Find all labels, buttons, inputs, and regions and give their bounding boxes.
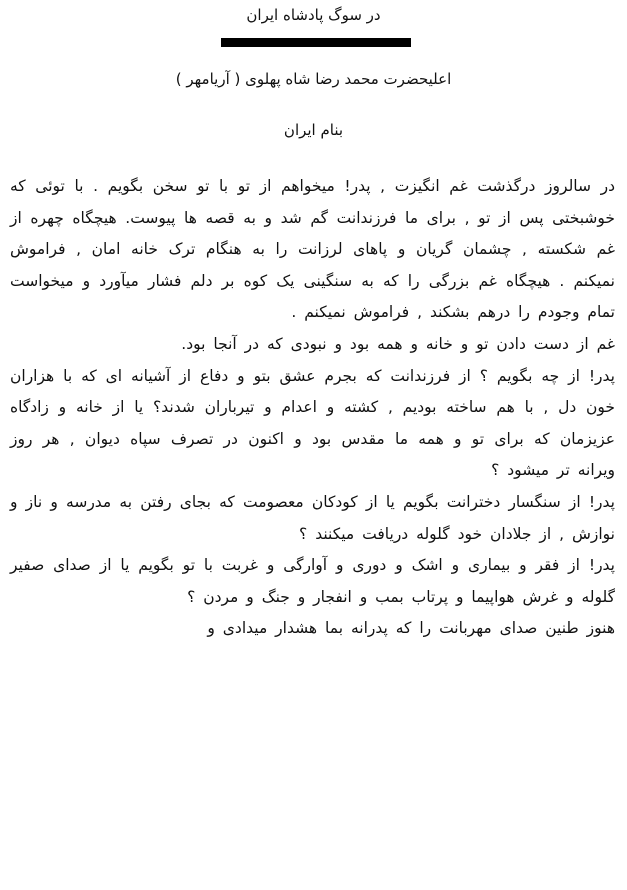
paragraph: غم از دست دادن تو و خانه و همه بود و نبودی که در آنجا بود. [181, 334, 615, 353]
document-title: در سوگ پادشاه ایران [246, 6, 381, 24]
paragraph: پدر! از فقر و بیماری و اشک و دوری و آوارگی و غربت با تو بگویم یا از صدای صفیر گلوله و غرش هواپیما و پرتاب بمب و انفجار و جنگ و مردن ؟ [10, 556, 615, 606]
document-subtitle: اعلیحضرت محمد رضا شاه پهلوی ( آریامهر ) [175, 70, 452, 88]
document-invocation: بنام ایران [283, 121, 344, 139]
paragraph: پدر! از چه بگویم ؟ از فرزندانت که بجرم عشق بتو و دفاع از آشیانه ای که با هزاران خون دل , با هم ساخته بودیم , کشته و اعدام و تیرباران شدند؟ یا از خانه و زادگاه عزیزمان که برای تو و همه ما مقدس بود و اکنون در تصرف سپاه دیوان , هر روز ویرانه تر میشود ؟ [10, 366, 615, 480]
paragraph: پدر! از سنگسار دخترانت بگویم یا از کودکان معصومت که بجای رفتن به مدرسه و ناز و نوازش , از جلادان خود گلوله دریافت میکنند ؟ [10, 492, 615, 543]
paragraph: در سالروز درگذشت غم انگیزت , پدر! میخواهم از تو با تو سخن بگویم . با توئی که خوشبختی پس از تو , برای ما فرزندانت گم شد و به قصه ها پیوست. هیچگاه چهره از غم شکسته , چشمان گریان و پاهای لرزانت را به هنگام ترک خانه امان , فراموش نمیکنم . هیچگاه غم بزرگی را که به سنگینی یک کوه بر دلم فشار میآورد و میخواست تمام وجودم را درهم بشکند , فراموش نمیکنم . [10, 177, 615, 322]
paragraph: هنوز طنین صدای مهربانت را که پدرانه بما هشدار میدادی و [207, 619, 615, 638]
title-underline-bar [221, 38, 411, 47]
document-body [10, 171, 615, 645]
